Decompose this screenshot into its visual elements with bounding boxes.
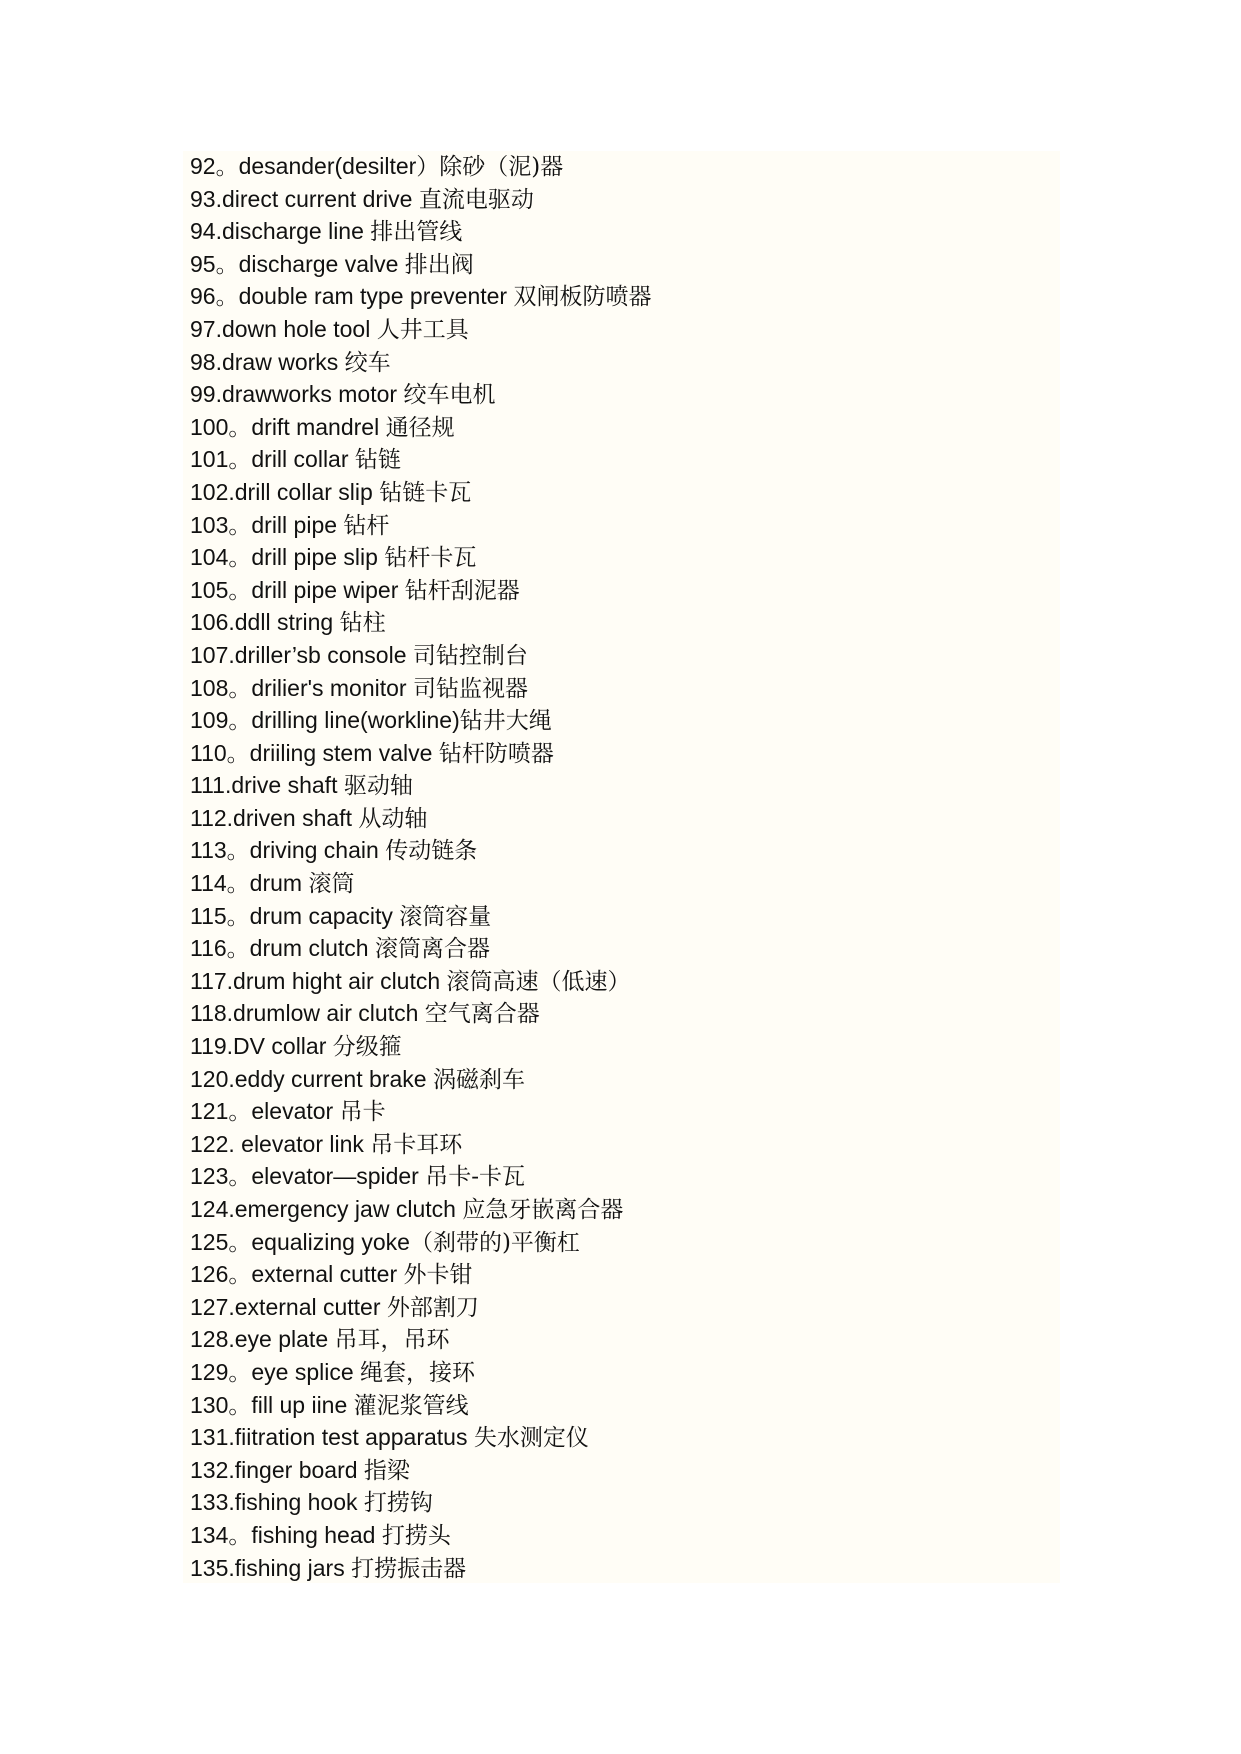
entry-term-chinese: 绞车: [344, 349, 391, 376]
glossary-entry: [190, 411, 651, 444]
glossary-entry: [190, 1193, 651, 1226]
entry-term-english: 129。eye splice: [190, 1358, 361, 1385]
entry-term-english: 113。driving chain: [190, 837, 386, 864]
entry-term-chinese: 失水测定仪: [473, 1425, 589, 1452]
glossary-entry: [190, 313, 651, 346]
entry-term-chinese: 外卡钳: [403, 1262, 473, 1289]
entry-term-chinese: 打捞振击器: [351, 1555, 467, 1582]
glossary-entry: [190, 150, 651, 183]
glossary-entry: [190, 900, 651, 933]
entry-term-chinese: 通径规: [385, 414, 455, 441]
entry-term-english: 101。drill collar: [190, 446, 355, 473]
entry-term-english: 116。drum clutch: [190, 935, 375, 962]
entry-term-chinese: 人井工具: [376, 316, 469, 343]
glossary-entry: [190, 1421, 651, 1454]
glossary-entry: [190, 378, 651, 411]
entry-term-chinese: 应急牙嵌离合器: [462, 1197, 624, 1223]
entry-term-chinese: 钻杆: [343, 512, 390, 539]
entry-term-chinese: 司钻监视器: [412, 675, 528, 702]
entry-term-english: 121。elevator: [190, 1098, 340, 1125]
entry-term-chinese: 钻链卡瓦: [379, 479, 472, 506]
entry-term-chinese: 滚筒高速（低速）: [446, 968, 631, 995]
glossary-entry: [190, 704, 651, 737]
entry-term-english: 99.drawworks motor: [190, 381, 404, 408]
entry-term-english: 126。external cutter: [190, 1261, 404, 1288]
entry-term-chinese: 双闸板防喷器: [513, 284, 652, 311]
glossary-entry: [190, 443, 651, 476]
entry-term-english: 134。fishing head: [190, 1521, 382, 1548]
entry-term-english: 98.draw works: [190, 348, 345, 375]
entry-term-english: 117.drum hight air clutch: [190, 967, 447, 994]
glossary-entry: [190, 737, 651, 770]
entry-term-english: 103。drill pipe: [190, 511, 344, 538]
entry-term-chinese: 驱动轴: [343, 773, 413, 800]
glossary-entry: [190, 802, 651, 835]
entry-term-english: 131.fiitration test apparatus: [190, 1424, 474, 1451]
entry-term-english: 114。drum: [190, 870, 309, 897]
glossary-entry: [190, 997, 651, 1030]
glossary-entry: [190, 1128, 651, 1161]
entry-term-english: 128.eye plate: [190, 1326, 335, 1353]
entry-term-english: 102.drill collar slip: [190, 478, 380, 505]
entry-term-chinese: 直流电驱动: [418, 186, 534, 213]
entry-term-english: 111.drive shaft: [190, 772, 344, 799]
entry-term-english: 130。fill up iine: [190, 1391, 354, 1418]
glossary-list: [190, 150, 651, 1584]
entry-term-chinese: 吊耳，吊环: [334, 1327, 450, 1354]
entry-term-chinese: 从动轴: [358, 805, 428, 832]
entry-term-chinese: 滚筒: [308, 871, 355, 898]
entry-term-chinese: 除砂（泥)器: [439, 154, 564, 180]
entry-term-chinese: 钻杆防喷器: [438, 740, 554, 767]
entry-term-english: 93.direct current drive: [190, 185, 419, 212]
entry-term-chinese: 打捞头: [381, 1522, 451, 1549]
entry-term-chinese: 吊卡-卡瓦: [425, 1164, 526, 1191]
entry-term-chinese: 排出管线: [370, 219, 463, 246]
entry-term-chinese: 绞车电机: [403, 382, 496, 409]
entry-term-chinese: 排出阀: [404, 251, 474, 278]
entry-term-chinese: 司钻控制台: [412, 642, 528, 669]
entry-term-english: 135.fishing jars: [190, 1554, 352, 1581]
glossary-entry: [190, 541, 651, 574]
entry-term-english: 115。drum capacity: [190, 902, 400, 929]
glossary-entry: [190, 1063, 651, 1096]
entry-term-english: 118.drumlow air clutch: [190, 1000, 425, 1027]
glossary-entry: [190, 1519, 651, 1552]
entry-term-chinese: 传动链条: [385, 838, 478, 865]
glossary-entry: [190, 1356, 651, 1389]
entry-term-chinese: 空气离合器: [424, 1001, 540, 1028]
entry-term-chinese: 滚筒离合器: [374, 936, 490, 963]
glossary-entry: [190, 1095, 651, 1128]
glossary-entry: [190, 965, 651, 998]
entry-term-english: 132.finger board: [190, 1456, 364, 1483]
entry-term-english: 108。drilier's monitor: [190, 674, 413, 701]
entry-term-english: 123。elevator—spider: [190, 1163, 426, 1190]
glossary-entry: [190, 867, 651, 900]
entry-term-chinese: 灌泥浆管线: [353, 1392, 469, 1419]
glossary-entry: [190, 1030, 651, 1063]
glossary-entry: [190, 248, 651, 281]
entry-term-chinese: 滚筒容量: [399, 903, 492, 930]
entry-term-english: 124.emergency jaw clutch: [190, 1196, 463, 1222]
entry-term-english: 97.down hole tool: [190, 315, 377, 342]
entry-term-english: 94.discharge line: [190, 218, 371, 245]
entry-term-chinese: 钻井大绳: [459, 708, 552, 735]
glossary-entry: [190, 1486, 651, 1519]
glossary-entry: [190, 769, 651, 802]
entry-term-chinese: 吊卡耳环: [370, 1131, 463, 1158]
entry-term-chinese: 钻杆卡瓦: [384, 545, 477, 572]
entry-term-chinese: 钻柱: [339, 610, 386, 637]
entry-term-english: 95。discharge valve: [190, 250, 405, 277]
entry-term-chinese: 吊卡: [339, 1099, 386, 1126]
glossary-entry: [190, 606, 651, 639]
entry-term-english: 105。drill pipe wiper: [190, 576, 405, 603]
entry-term-english: 92。desander(desilter）: [190, 153, 440, 179]
glossary-entry: [190, 932, 651, 965]
glossary-entry: [190, 1291, 651, 1324]
entry-term-chinese: 涡磁刹车: [432, 1066, 525, 1093]
entry-term-english: 100。drift mandrel: [190, 413, 386, 440]
entry-term-chinese: 绳套，接环: [360, 1359, 476, 1386]
entry-term-english: 133.fishing hook: [190, 1489, 364, 1516]
glossary-entry: [190, 1552, 651, 1585]
entry-term-english: 110。driiling stem valve: [190, 739, 439, 766]
entry-term-english: 96。double ram type preventer: [190, 283, 514, 310]
entry-term-english: 119.DV collar: [190, 1033, 333, 1060]
glossary-entry: [190, 574, 651, 607]
entry-term-chinese: 钻杆刮泥器: [404, 577, 520, 604]
entry-term-chinese: 指梁: [363, 1457, 410, 1484]
glossary-entry: [190, 1258, 651, 1291]
glossary-entry: [190, 346, 651, 379]
entry-term-english: 106.ddll string: [190, 609, 340, 636]
glossary-entry: [190, 1323, 651, 1356]
entry-term-chinese: 打捞钩: [363, 1490, 433, 1517]
glossary-entry: [190, 215, 651, 248]
glossary-entry: [190, 280, 651, 313]
glossary-entry: [190, 1389, 651, 1422]
entry-term-english: 127.external cutter: [190, 1293, 387, 1320]
entry-term-chinese: （刹带的)平衡杠: [409, 1229, 580, 1256]
glossary-entry: [190, 672, 651, 705]
entry-term-chinese: 钻链: [354, 447, 401, 474]
glossary-entry: [190, 509, 651, 542]
glossary-entry: [190, 476, 651, 509]
entry-term-english: 112.driven shaft: [190, 804, 359, 831]
glossary-entry: [190, 183, 651, 216]
entry-term-english: 104。drill pipe slip: [190, 544, 385, 571]
entry-term-english: 109。drilling line(workline): [190, 707, 460, 734]
entry-term-english: 125。equalizing yoke: [190, 1228, 410, 1255]
entry-term-english: 122. elevator link: [190, 1130, 371, 1157]
entry-term-chinese: 外部割刀: [386, 1294, 479, 1321]
glossary-entry: [190, 834, 651, 867]
entry-term-chinese: 分级箍: [332, 1034, 402, 1061]
glossary-entry: [190, 639, 651, 672]
glossary-entry: [190, 1160, 651, 1193]
entry-term-english: 120.eddy current brake: [190, 1065, 433, 1092]
glossary-entry: [190, 1454, 651, 1487]
glossary-entry: [190, 1226, 651, 1259]
entry-term-english: 107.driller’sb console: [190, 641, 413, 668]
